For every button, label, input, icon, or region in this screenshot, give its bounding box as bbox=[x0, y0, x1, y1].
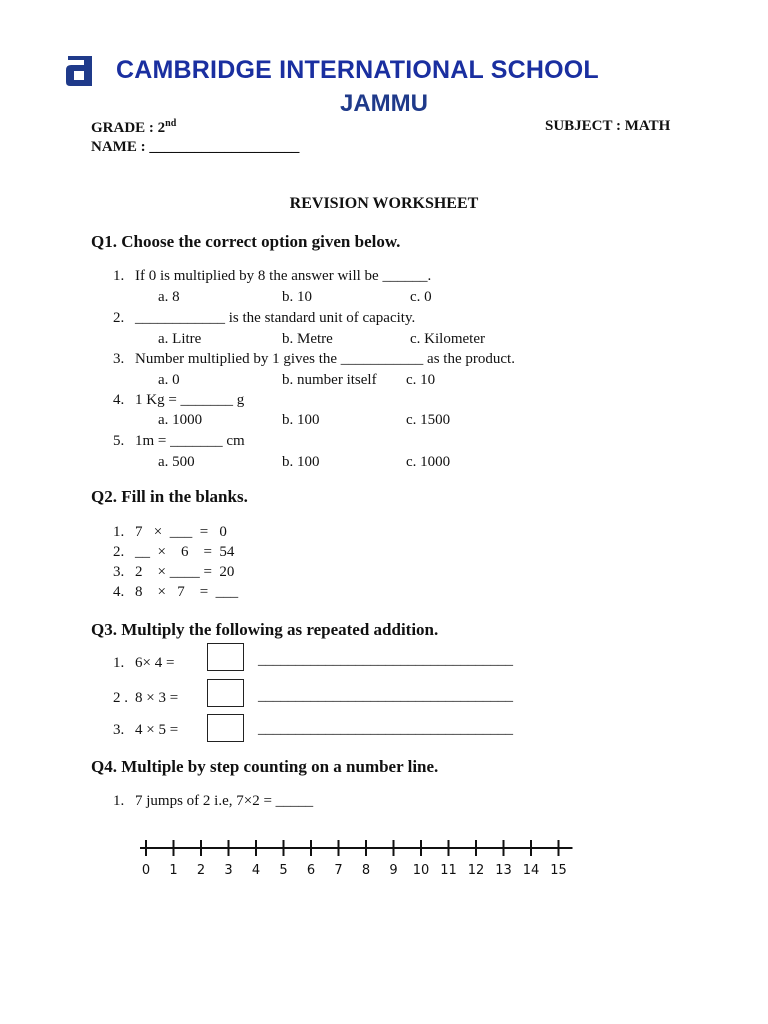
q3-item-num: 2 . bbox=[113, 690, 128, 706]
number-line-label: 2 bbox=[196, 863, 206, 878]
grade-value: 2 bbox=[157, 120, 166, 136]
q1-item-num: 1. bbox=[113, 268, 125, 284]
q2-item-text: 2 × ____ = 20 bbox=[135, 564, 235, 580]
q2-item-text: __ × 6 = 54 bbox=[135, 544, 235, 560]
grade-label: GRADE : bbox=[91, 120, 154, 136]
q2-item-num: 3. bbox=[113, 564, 125, 580]
number-line-label: 14 bbox=[522, 863, 540, 878]
q1-option-b: b. 10 bbox=[282, 289, 312, 305]
q1-item-text: ____________ is the standard unit of capacity. bbox=[135, 310, 416, 326]
number-line-label: 6 bbox=[306, 863, 316, 878]
grade-info bbox=[91, 118, 176, 137]
q2-heading: Q2. Fill in the blanks. bbox=[91, 487, 248, 506]
q1-item-num: 4. bbox=[113, 392, 125, 408]
q1-item-text: 1 Kg = _______ g bbox=[135, 392, 245, 408]
q1-item-num: 3. bbox=[113, 351, 125, 367]
number-line-label: 8 bbox=[361, 863, 371, 878]
q3-item-text: 6× 4 = bbox=[135, 655, 175, 671]
q4-item-text: 7 jumps of 2 i.e, 7×2 = _____ bbox=[135, 793, 314, 809]
subject-label: SUBJECT : bbox=[545, 118, 621, 134]
q1-option-c: c. 1500 bbox=[406, 412, 451, 428]
school-name: CAMBRIDGE INTERNATIONAL SCHOOL bbox=[116, 56, 599, 84]
q1-heading: Q1. Choose the correct option given below. bbox=[91, 232, 401, 251]
grade-suffix: nd bbox=[165, 118, 177, 129]
number-line-label: 9 bbox=[389, 863, 398, 878]
subject-value: MATH bbox=[624, 118, 671, 134]
answer-line: __________________________________ bbox=[258, 688, 513, 704]
q3-item-num: 1. bbox=[113, 655, 125, 671]
number-line-label: 0 bbox=[141, 863, 151, 878]
q2-item-num: 4. bbox=[113, 584, 125, 600]
answer-box[interactable] bbox=[207, 714, 244, 742]
q4-heading: Q4. Multiple by step counting on a number line. bbox=[91, 757, 439, 776]
q3-item-text: 8 × 3 = bbox=[135, 690, 179, 706]
q1-option-b: b. 100 bbox=[282, 412, 320, 428]
q1-option-b: b. 100 bbox=[282, 454, 320, 470]
answer-box[interactable] bbox=[207, 643, 244, 671]
q1-option-a: a. 8 bbox=[158, 289, 180, 305]
number-line-label: 3 bbox=[224, 863, 233, 878]
q1-item-text: If 0 is multiplied by 8 the answer will be ______. bbox=[135, 268, 432, 284]
q2-item-num: 1. bbox=[113, 524, 125, 540]
number-line-label: 1 bbox=[169, 863, 178, 878]
answer-box[interactable] bbox=[207, 679, 244, 707]
q1-item-num: 5. bbox=[113, 433, 125, 449]
q1-item-text: Number multiplied by 1 gives the ___________ as the product. bbox=[135, 351, 515, 367]
q1-item-text: 1m = _______ cm bbox=[135, 433, 245, 449]
q1-option-b: b. number itself bbox=[282, 372, 377, 388]
name-field: NAME : ____________________ bbox=[91, 139, 300, 155]
number-line-label: 11 bbox=[440, 863, 457, 878]
q1-option-b: b. Metre bbox=[282, 331, 333, 347]
q3-heading: Q3. Multiply the following as repeated addition. bbox=[91, 620, 439, 639]
number-line-label: 5 bbox=[279, 863, 288, 878]
q2-item-num: 2. bbox=[113, 544, 125, 560]
q3-item-num: 3. bbox=[113, 722, 125, 738]
q1-option-a: a. 1000 bbox=[158, 412, 203, 428]
number-line-label: 10 bbox=[412, 863, 430, 878]
answer-line: __________________________________ bbox=[258, 721, 513, 737]
q1-option-a: a. 500 bbox=[158, 454, 195, 470]
school-logo-icon bbox=[66, 56, 92, 86]
number-line-label: 4 bbox=[251, 863, 261, 878]
number-line-label: 12 bbox=[467, 863, 485, 878]
q1-option-c: c. 10 bbox=[406, 372, 436, 388]
q1-item-num: 2. bbox=[113, 310, 125, 326]
number-line-label: 15 bbox=[550, 863, 567, 878]
q1-option-c: c. Kilometer bbox=[410, 331, 485, 347]
q1-option-a: a. 0 bbox=[158, 372, 180, 388]
answer-line: __________________________________ bbox=[258, 652, 513, 668]
number-line bbox=[130, 834, 590, 880]
q4-item-num: 1. bbox=[113, 793, 125, 809]
q1-option-c: c. 1000 bbox=[406, 454, 451, 470]
subject-info bbox=[545, 118, 670, 135]
worksheet-title: REVISION WORKSHEET bbox=[289, 195, 479, 212]
q1-option-a: a. Litre bbox=[158, 331, 202, 347]
number-line-label: 13 bbox=[495, 863, 512, 878]
q3-item-text: 4 × 5 = bbox=[135, 722, 179, 738]
school-city: JAMMU bbox=[340, 90, 428, 117]
q2-item-text: 7 × ___ = 0 bbox=[135, 524, 227, 540]
q2-item-text: 8 × 7 = ___ bbox=[135, 584, 239, 600]
number-line-label: 7 bbox=[334, 863, 343, 878]
q1-option-c: c. 0 bbox=[410, 289, 432, 305]
